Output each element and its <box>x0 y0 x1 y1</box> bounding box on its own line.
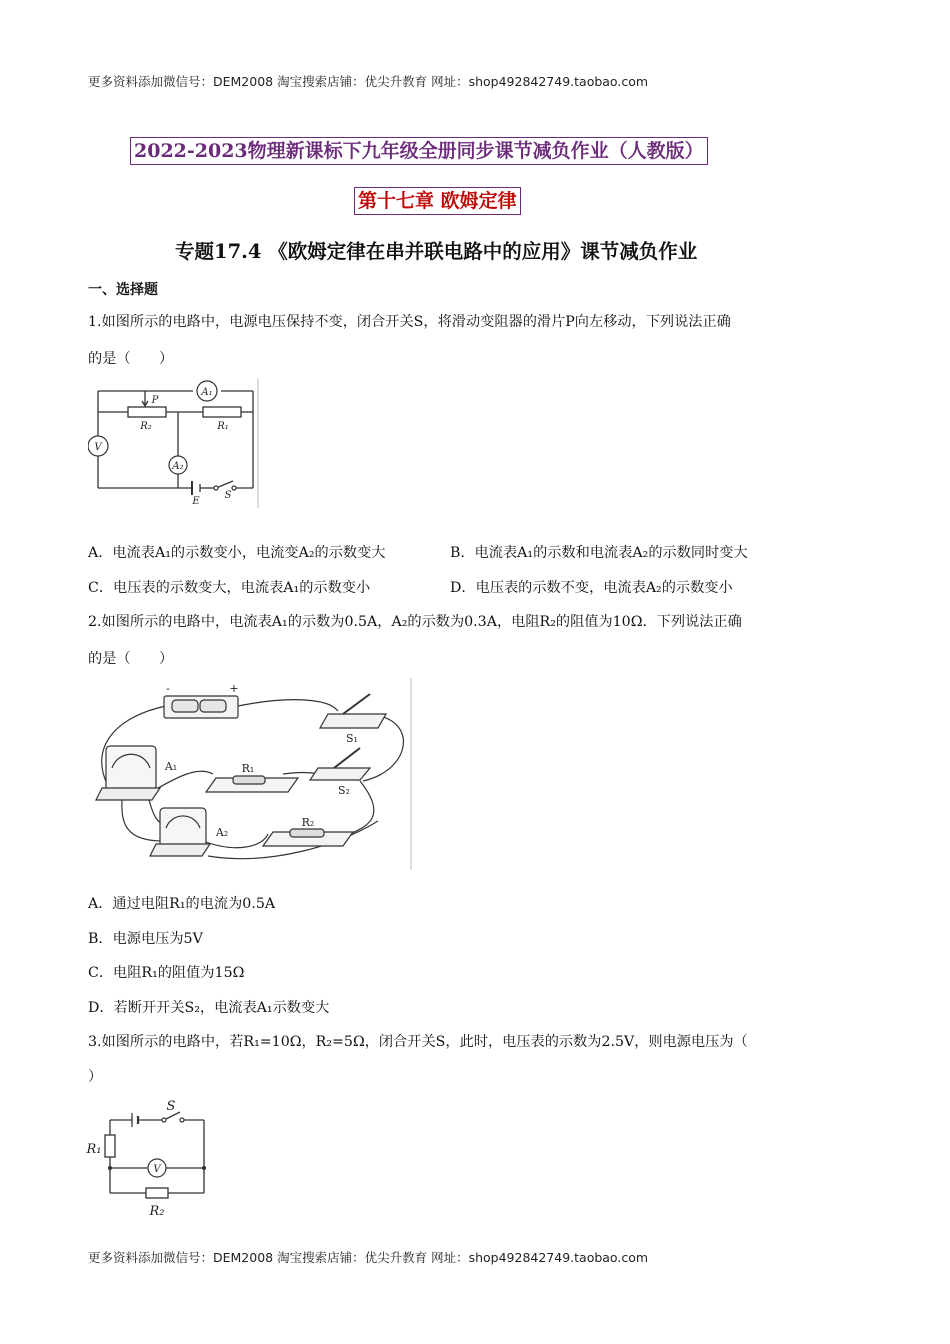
q2-fig-label-plus: + <box>229 682 239 695</box>
q2-option-b: B．电源电压为5V <box>88 931 203 947</box>
q3-fig-label-r1: R₁ <box>86 1142 102 1157</box>
q2-fig-label-minus: - <box>166 682 170 695</box>
q2-option-c: C．电阻R₁的阻值为15Ω <box>88 965 245 981</box>
main-title: 2022-2023物理新课标下九年级全册同步课节减负作业（人教版） <box>130 137 708 165</box>
page-footer: 更多资料添加微信号：DEM2008 淘宝搜索店铺：优尖升教育 网址：shop492842749.taobao.com <box>88 1250 649 1265</box>
q2-fig-label-r2: R₂ <box>301 816 315 829</box>
q3-stem-line1: 3.如图所示的电路中，若R₁=10Ω，R₂=5Ω，闭合开关S，此时，电压表的示数为2.5V，则电源电压为（ <box>88 1034 748 1050</box>
q1-fig-label-e: E <box>192 496 200 507</box>
q2-fig-label-s1: S₁ <box>346 732 358 745</box>
q1-option-b: B．电流表A₁的示数和电流表A₂的示数同时变大 <box>450 545 748 561</box>
q2-circuit-figure <box>88 676 416 872</box>
q1-fig-label-p: P <box>151 395 159 406</box>
q1-stem-line2: 的是（ ） <box>88 351 174 367</box>
page-header: 更多资料添加微信号：DEM2008 淘宝搜索店铺：优尖升教育 网址：shop492842749.taobao.com <box>88 74 649 89</box>
q3-circuit-figure <box>82 1095 217 1225</box>
q1-fig-label-r2: R₂ <box>140 421 152 432</box>
q2-fig-label-r1: R₁ <box>241 762 255 775</box>
q1-fig-label-a2: A₂ <box>172 461 184 472</box>
section-heading: 一、选择题 <box>88 282 158 298</box>
q2-option-a: A．通过电阻R₁的电流为0.5A <box>88 896 276 912</box>
q1-fig-label-s: S <box>224 490 232 501</box>
chapter-title: 第十七章 欧姆定律 <box>354 187 521 215</box>
q1-circuit-figure <box>88 376 263 511</box>
q1-fig-label-v: V <box>94 442 102 453</box>
q2-fig-label-a2: A₂ <box>215 826 229 839</box>
q3-stem-line2: ） <box>88 1069 103 1085</box>
q3-fig-label-s: S <box>166 1099 176 1114</box>
q1-option-c: C．电压表的示数变大，电流表A₁的示数变小 <box>88 580 371 596</box>
q2-stem-line1: 2.如图所示的电路中，电流表A₁的示数为0.5A，A₂的示数为0.3A，电阻R₂的阻值为10Ω．下列说法正确 <box>88 614 742 630</box>
q3-fig-label-v: V <box>153 1164 161 1175</box>
q2-fig-label-s2: S₂ <box>338 784 350 797</box>
topic-title: 专题17.4 《欧姆定律在串并联电路中的应用》课节减负作业 <box>175 240 698 263</box>
q2-stem-line2: 的是（ ） <box>88 651 174 667</box>
q1-option-a: A．电流表A₁的示数变小，电流变A₂的示数变大 <box>88 545 386 561</box>
q2-option-d: D．若断开开关S₂，电流表A₁示数变大 <box>88 1000 330 1016</box>
q1-fig-label-r1: R₁ <box>217 421 229 432</box>
q1-fig-label-a1: A₁ <box>201 387 213 398</box>
q2-fig-label-a1: A₁ <box>164 760 178 773</box>
q3-fig-label-r2: R₂ <box>149 1204 165 1219</box>
q1-stem-line1: 1.如图所示的电路中，电源电压保持不变，闭合开关S，将滑动变阻器的滑片P向左移动，下列说法正确 <box>88 314 731 330</box>
q1-option-d: D．电压表的示数不变，电流表A₂的示数变小 <box>450 580 733 596</box>
